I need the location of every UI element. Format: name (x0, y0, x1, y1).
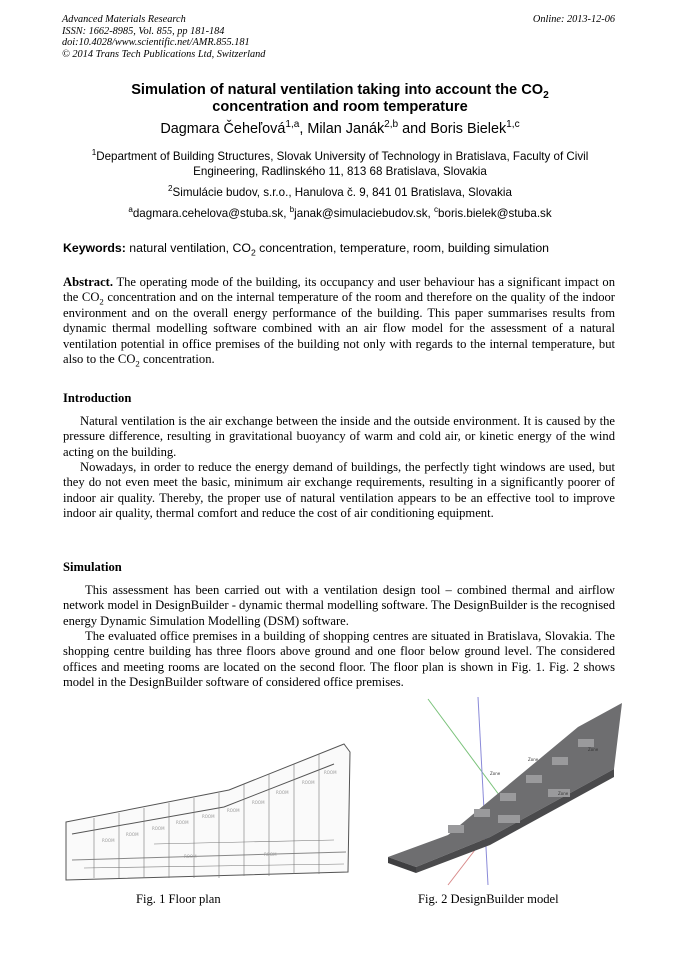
title-line1: Simulation of natural ventilation taking into account the CO (131, 82, 544, 98)
intro-paragraph-2: Nowadays, in order to reduce the energy demand of buildings, the perfectly tight windows are used, but they do not even meet the basic, minimum air exchange requirements, resulting in a significantly poorer of indoor air quality. Thereby, the proper use of natural ventilation appears to be an effective tool to improve indoor air quality, thermal comfort and reduce the cost of air conditioning equipment. (63, 460, 615, 521)
issn-line: ISSN: 1662-8985, Vol. 855, pp 181-184 (62, 25, 225, 37)
journal-name: Advanced Materials Research (62, 14, 186, 25)
simulation-paragraph-2: The evaluated office premises in a building of shopping centres are situated in Bratislava, Slovakia. The shopping centre building has three floors above ground and one floor below ground level. The considered offices and meeting rooms are located on the second floor. The floor plan is shown in Fig. 1. Fig. 2 shows model in the DesignBuilder software of considered office premises. (63, 629, 615, 690)
affil-mark: 2 (168, 184, 173, 194)
abstract-subscript: 2 (135, 358, 140, 369)
svg-text:ROOM: ROOM (126, 832, 139, 837)
svg-text:Zone: Zone (528, 757, 539, 762)
author-name: Milan Janák (307, 121, 385, 137)
author-separator: and (398, 121, 431, 137)
affil-text: Simulácie budov, s.r.o., Hanulova č. 9, 841 01 Bratislava, Slovakia (172, 186, 512, 199)
copyright-line: © 2014 Trans Tech Publications Ltd, Switzerland (62, 48, 266, 60)
affiliation-1 (60, 149, 620, 179)
email-separator: , (283, 207, 290, 220)
affil-text: Engineering, Radlinského 11, 813 68 Bratislava, Slovakia (193, 165, 487, 178)
designbuilder-model-figure (378, 697, 636, 887)
author-name: Dagmara Čeheľová (160, 121, 286, 137)
affil-text: Department of Building Structures, Slovak University of Technology in Bratislava, Faculty of Civil (96, 150, 589, 163)
doi-line: doi:10.4028/www.scientific.net/AMR.855.181 (62, 37, 250, 48)
svg-text:ROOM: ROOM (102, 838, 115, 843)
svg-text:ROOM: ROOM (202, 814, 215, 819)
svg-text:ROOM: ROOM (227, 808, 240, 813)
abstract-text: concentration. (139, 352, 215, 367)
svg-text:Zone: Zone (558, 791, 569, 796)
fig2-caption: Fig. 2 DesignBuilder model (418, 892, 559, 906)
email-link[interactable]: boris.bielek@stuba.sk (438, 207, 552, 220)
abstract-subscript: 2 (99, 296, 104, 307)
title-line2: concentration and room temperature (212, 99, 468, 115)
svg-text:ROOM: ROOM (264, 852, 277, 857)
svg-text:ROOM: ROOM (252, 800, 265, 805)
email-link[interactable]: dagmara.cehelova@stuba.sk (132, 207, 284, 220)
abstract-text: concentration and on the internal temperature of the room and therefore on the quality of the indoor environment and on the overall energy performance of the building. This paper summarises results from dynamic thermal modelling software combined with an air flow model for the assessment of a natural ventilation potential in office premises of the building not only with regards to the internal temperature, but also to the CO (63, 290, 615, 367)
abstract (63, 275, 615, 367)
author-separator: , (299, 121, 308, 137)
author-affil-mark: 2,b (384, 119, 399, 131)
svg-text:ROOM: ROOM (302, 780, 315, 785)
affiliation-2 (60, 185, 620, 200)
svg-text:Zone: Zone (588, 747, 599, 752)
keywords-text: concentration, temperature, room, building simulation (255, 241, 549, 255)
keywords-text: natural ventilation, CO (125, 241, 251, 255)
email-mark: a (128, 205, 133, 215)
introduction-heading: Introduction (63, 391, 132, 405)
title-subscript: 2 (543, 89, 549, 101)
svg-text:ROOM: ROOM (324, 770, 337, 775)
floor-plan-figure (64, 712, 354, 884)
author-name: Boris Bielek (430, 121, 507, 137)
affil-mark: 1 (91, 148, 97, 158)
paper-title (80, 82, 600, 116)
svg-text:ROOM: ROOM (152, 826, 165, 831)
online-date: Online: 2013-12-06 (532, 14, 615, 25)
email-mark: c (433, 205, 439, 215)
email-link[interactable]: janak@simulaciebudov.sk (294, 207, 428, 220)
fig1-caption: Fig. 1 Floor plan (136, 892, 221, 906)
author-list (60, 121, 620, 137)
email-mark: b (289, 205, 295, 215)
intro-paragraph-1: Natural ventilation is the air exchange between the inside and the outside environment. It is caused by the pressure difference, resulting in gravitational buoyancy of warm and cold air, or kinetic energy of the wind acting on the building. (63, 414, 615, 459)
svg-text:Zone: Zone (490, 771, 501, 776)
svg-text:ROOM: ROOM (176, 820, 189, 825)
abstract-text: The operating mode of the building, its occupancy and user behaviour has a significant impact on the CO (63, 275, 615, 305)
author-affil-mark: 1,a (285, 119, 300, 131)
keywords-subscript: 2 (250, 247, 256, 258)
simulation-paragraph-1: This assessment has been carried out with a ventilation design tool – combined thermal and airflow network model in DesignBuilder - dynamic thermal modelling software. The DesignBuilder is the recognised energy Dynamic Simulation Modelling (DSM) software. (63, 583, 615, 628)
keywords-line (63, 241, 623, 258)
author-affil-mark: 1,c (506, 119, 520, 131)
svg-text:ROOM: ROOM (276, 790, 289, 795)
svg-text:ROOM: ROOM (184, 854, 197, 859)
abstract-label: Abstract. (63, 275, 114, 289)
keywords-label: Keywords: (63, 241, 126, 255)
author-emails (60, 206, 620, 221)
email-separator: , (427, 207, 434, 220)
simulation-heading: Simulation (63, 560, 122, 574)
journal-header (62, 14, 265, 60)
